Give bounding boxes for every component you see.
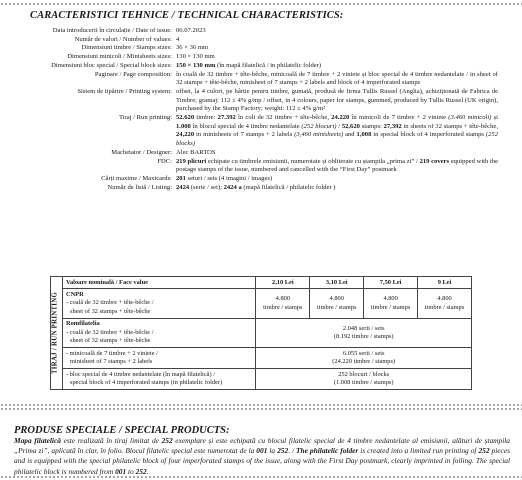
spec-label: Machetator / Designer: bbox=[111, 148, 172, 156]
top-dotted-divider bbox=[0, 3, 522, 5]
spec-label: FDC: bbox=[157, 157, 172, 165]
tech-specs-list bbox=[0, 27, 522, 192]
text-run: stamps: bbox=[359, 122, 384, 130]
text-run: și bbox=[491, 114, 499, 122]
row-title: Romfilatelia bbox=[65, 320, 100, 328]
face-value-310: 3,10 Lei bbox=[325, 278, 348, 286]
text-run: and bbox=[343, 131, 357, 139]
text-run: 1,008 bbox=[356, 131, 372, 139]
spec-row-block-size bbox=[0, 62, 522, 71]
row-description bbox=[62, 348, 255, 369]
text-run: 252 bbox=[161, 436, 173, 445]
bottom-dotted-divider bbox=[0, 476, 522, 478]
cell-value-sub: (24.220 timbre / stamps) bbox=[332, 358, 396, 366]
row-desc-line: - minicoală de 7 timbre + 2 viniete / bbox=[65, 349, 158, 357]
spec-value bbox=[176, 62, 498, 71]
spec-label: Tiraj / Run printing: bbox=[118, 114, 172, 122]
row-desc-line: special block of 4 imperforated stamps (in philatelic folder) bbox=[69, 379, 223, 387]
run-printing-table bbox=[50, 276, 472, 390]
middle-dotted-divider bbox=[0, 404, 522, 406]
cell-value: 2.048 serii / sets bbox=[342, 324, 385, 332]
text-run: 27,392 bbox=[383, 122, 402, 130]
spec-label: Paginare / Page composition: bbox=[94, 70, 172, 78]
special-products-title: PRODUSE SPECIALE / SPECIAL PRODUCTS: bbox=[14, 425, 230, 436]
spec-value-bold: 150 × 130 mm bbox=[176, 61, 216, 69]
side-label-text: TIRAJ / RUN PRINTING bbox=[51, 291, 59, 375]
spec-row-stamp-size bbox=[0, 44, 522, 53]
row-desc-line: - bloc special de 4 timbre nedantelate (în mapă filatelică) / bbox=[65, 370, 216, 378]
cell-value: 4.800 bbox=[437, 295, 452, 303]
text-run: 27.392 bbox=[217, 114, 236, 122]
spec-row-page-composition bbox=[0, 71, 522, 88]
text-run: exemplare și este echipată cu blocul filatelic special de 4 timbre nedantelate al emisiunii, alături de ștampila „Prima zi”, aplicată în clar, în folio. Blocul filatelic special este numerotat de la bbox=[14, 436, 510, 456]
spec-value-rest: (în mapă filatelică / in philatelic folder) bbox=[215, 61, 322, 69]
text-run: in minisheets of 7 stamps + 2 labels bbox=[194, 131, 295, 139]
text-run: The philatelic folder bbox=[296, 446, 359, 456]
spec-value: offset, la 4 culori, pe hârtie pentru timbre, gumată, produsă de firma Tullis Russel (Anglia), achiziționată de Fabrica de Timbre; gramaj: 112 ± 4% g/mp / offset, in 4 colours, paper for stamps, gummed, produced by Tullis Russel (UK origin), purchased by the Stamp Factory; weight: 112 ± 4% g/m² bbox=[176, 87, 498, 113]
table-row bbox=[51, 318, 472, 347]
spec-value-bold: 2424 bbox=[176, 183, 190, 191]
text-run: (252 blocuri) bbox=[301, 122, 337, 130]
table-header-cell bbox=[256, 277, 310, 289]
table-cell bbox=[310, 289, 364, 318]
table-header-cell bbox=[364, 277, 418, 289]
text-run: 252 bbox=[277, 446, 289, 456]
spec-row-printing-system bbox=[0, 88, 522, 114]
text-run: 219 plicuri bbox=[176, 157, 207, 165]
spec-label: Dimensiuni bloc special / Special block sizes: bbox=[51, 61, 172, 69]
text-run: 001 bbox=[115, 466, 127, 476]
text-run: în minicoli de 7 timbre + 2 viniete bbox=[349, 114, 449, 122]
text-run: in sheets of 32 stamps + tête-bêche, bbox=[401, 122, 498, 130]
cell-value: 4.800 bbox=[275, 295, 291, 303]
text-run: . bbox=[146, 466, 149, 476]
spec-value: 4 bbox=[176, 35, 180, 43]
table-header-cell bbox=[310, 277, 364, 289]
spec-label: Număr de valori / Number of values: bbox=[74, 35, 172, 43]
table-cell bbox=[418, 289, 472, 318]
spec-row-maxicards bbox=[0, 175, 522, 184]
table-header-row bbox=[51, 277, 472, 289]
row-title: CNPR bbox=[65, 290, 84, 298]
table-row bbox=[51, 369, 472, 390]
spec-value: Alec BARTOS bbox=[176, 148, 216, 156]
cell-value: 4.800 bbox=[329, 295, 344, 303]
text-run: în blocul special de 4 timbre nedantelate bbox=[190, 122, 302, 130]
spec-label: Data introducerii în circulație / Date of issue: bbox=[52, 27, 172, 34]
cell-value-sub: (1.008 timbre / stamps) bbox=[333, 379, 394, 387]
text-run: to bbox=[126, 466, 136, 476]
spec-label: Dimensiuni minicoli / Minisheets sizes: bbox=[67, 53, 172, 61]
text-run: (252 blocks) bbox=[176, 131, 499, 148]
spec-value bbox=[176, 184, 498, 193]
tech-section-title: CARACTERISTICI TEHNICE / TECHNICAL CHARACTERISTICS: bbox=[30, 10, 344, 21]
text-run: în coli de 32 timbre + tête-bêche, bbox=[235, 114, 332, 122]
table-header-cell bbox=[418, 277, 472, 289]
spec-value-rest: seturi / sets (4 imagini / images) bbox=[185, 174, 273, 182]
face-value-210: 2,10 Lei bbox=[272, 278, 294, 286]
run-printing-text bbox=[176, 114, 498, 149]
text-run: pieces and is equipped with the special philatelic block of four imperforated stamps of the issue, along with the First Day postmark, clearly imprinted in foiling. The special philatelic block is numbered from bbox=[14, 446, 510, 476]
table-row bbox=[51, 289, 472, 318]
spec-label: Număr de listă / Listing: bbox=[107, 183, 172, 191]
table-cell bbox=[364, 289, 418, 318]
text-run: Mapa filatelică bbox=[14, 436, 61, 445]
text-run: . / bbox=[288, 446, 297, 456]
text-run: 001 bbox=[256, 446, 268, 456]
text-run: / bbox=[336, 122, 342, 130]
spec-value-bold: 2424 a bbox=[223, 183, 242, 191]
table-header-cell bbox=[62, 277, 255, 289]
text-run: equipped with the postage stamps of the issue, numbered and cancelled with the “First Day” postmark bbox=[176, 157, 498, 174]
row-desc-line: sheet of 32 stamps + tête-bêche bbox=[69, 337, 151, 345]
spec-label: Dimensiuni timbre / Stamps sizes: bbox=[81, 44, 172, 52]
spec-value: 36 × 36 mm bbox=[176, 44, 209, 52]
row-description bbox=[62, 318, 255, 347]
spec-value bbox=[176, 175, 498, 184]
spec-value-rest: (mapă filatelică / philatelic folder ) bbox=[241, 183, 336, 191]
text-run: 252 bbox=[478, 446, 490, 456]
cell-value: 6.055 serii / sets bbox=[342, 349, 385, 357]
text-run: timbre: bbox=[194, 114, 218, 122]
spec-label: Cărți maxime / Maxicards: bbox=[101, 174, 172, 182]
table-cell bbox=[256, 348, 472, 369]
text-run: (3,460 minisheets) bbox=[294, 131, 344, 139]
row-desc-line: sheet of 32 stamps + tête-bêche bbox=[69, 307, 151, 315]
cell-unit: timbre / stamps bbox=[263, 303, 303, 311]
cell-value: 252 blocuri / blocks bbox=[338, 370, 390, 378]
spec-row-minisheet-size bbox=[0, 53, 522, 62]
table-row bbox=[51, 348, 472, 369]
row-desc-line: minisheet of 7 stamps + 2 labels bbox=[69, 358, 153, 366]
row-desc-line: - coală de 32 timbre + tête-bêche / bbox=[65, 328, 154, 336]
text-run: 24,220 bbox=[176, 131, 195, 139]
cell-unit: timbre / stamps bbox=[424, 303, 465, 311]
spec-value: 130 × 130 mm bbox=[176, 53, 215, 61]
cell-value: 4.800 bbox=[383, 295, 398, 303]
row-description bbox=[62, 289, 255, 318]
table-cell bbox=[256, 318, 472, 347]
spec-row-listing bbox=[0, 184, 522, 193]
text-run: 24.220 bbox=[331, 114, 350, 122]
spec-row-values bbox=[0, 36, 522, 45]
text-run: echipate cu timbrele emisiunii, numerotate și obliterate cu ștampila „prima zi” / bbox=[206, 157, 420, 165]
text-run: 1.008 bbox=[176, 122, 191, 130]
row-desc-line: - coală de 32 timbre + tête-bêche / bbox=[65, 299, 154, 307]
spec-row-fdc bbox=[0, 158, 522, 175]
fdc-text bbox=[176, 158, 498, 175]
row-description bbox=[62, 369, 255, 390]
spec-value: 06.07.2023 bbox=[176, 27, 206, 34]
table-side-label bbox=[51, 277, 63, 390]
table-cell bbox=[256, 289, 310, 318]
spec-value: în coală de 32 timbre + tête-bêche, minicoală de 7 timbre + 2 viniete și bloc special de 4 timbre nedantelate / in sheet of 32 stamps + tête-bêche, minisheet of 7 stamps + 2 labels and block of 4 imperforated stamps bbox=[176, 70, 498, 87]
text-run: is created into a limited run printing of bbox=[358, 446, 479, 456]
spec-row-issue-date bbox=[0, 27, 522, 36]
face-value-header: Valoare nominală / Face value bbox=[65, 278, 148, 286]
text-run: 219 covers bbox=[419, 157, 450, 165]
cell-unit: timbre / stamps bbox=[370, 303, 411, 311]
text-run: la bbox=[267, 446, 278, 456]
text-run: (3.460 minicoli) bbox=[448, 114, 492, 122]
spec-row-run-printing bbox=[0, 114, 522, 149]
spec-value-mid: (serie / set); bbox=[189, 183, 224, 191]
table-cell bbox=[256, 369, 472, 390]
spec-row-designer bbox=[0, 149, 522, 158]
text-run: este realizată în tiraj limitat de bbox=[60, 436, 162, 445]
middle-dotted-divider-2 bbox=[0, 408, 522, 410]
cell-value-sub: (8.192 timbre / stamps) bbox=[333, 332, 394, 340]
text-run: 52,620 bbox=[341, 122, 360, 130]
special-products-text bbox=[14, 436, 510, 477]
face-value-750: 7,50 Lei bbox=[379, 278, 402, 286]
spec-label: Sistem de tipărire / Printing system: bbox=[77, 87, 172, 95]
text-run: 52.620 bbox=[176, 114, 195, 122]
text-run: in special block of 4 imperforated stamps bbox=[371, 131, 486, 139]
face-value-9: 9 Lei bbox=[437, 278, 452, 286]
cell-unit: timbre / stamps bbox=[317, 303, 357, 311]
text-run: 252 bbox=[135, 466, 147, 476]
spec-value-bold: 201 bbox=[176, 174, 186, 182]
